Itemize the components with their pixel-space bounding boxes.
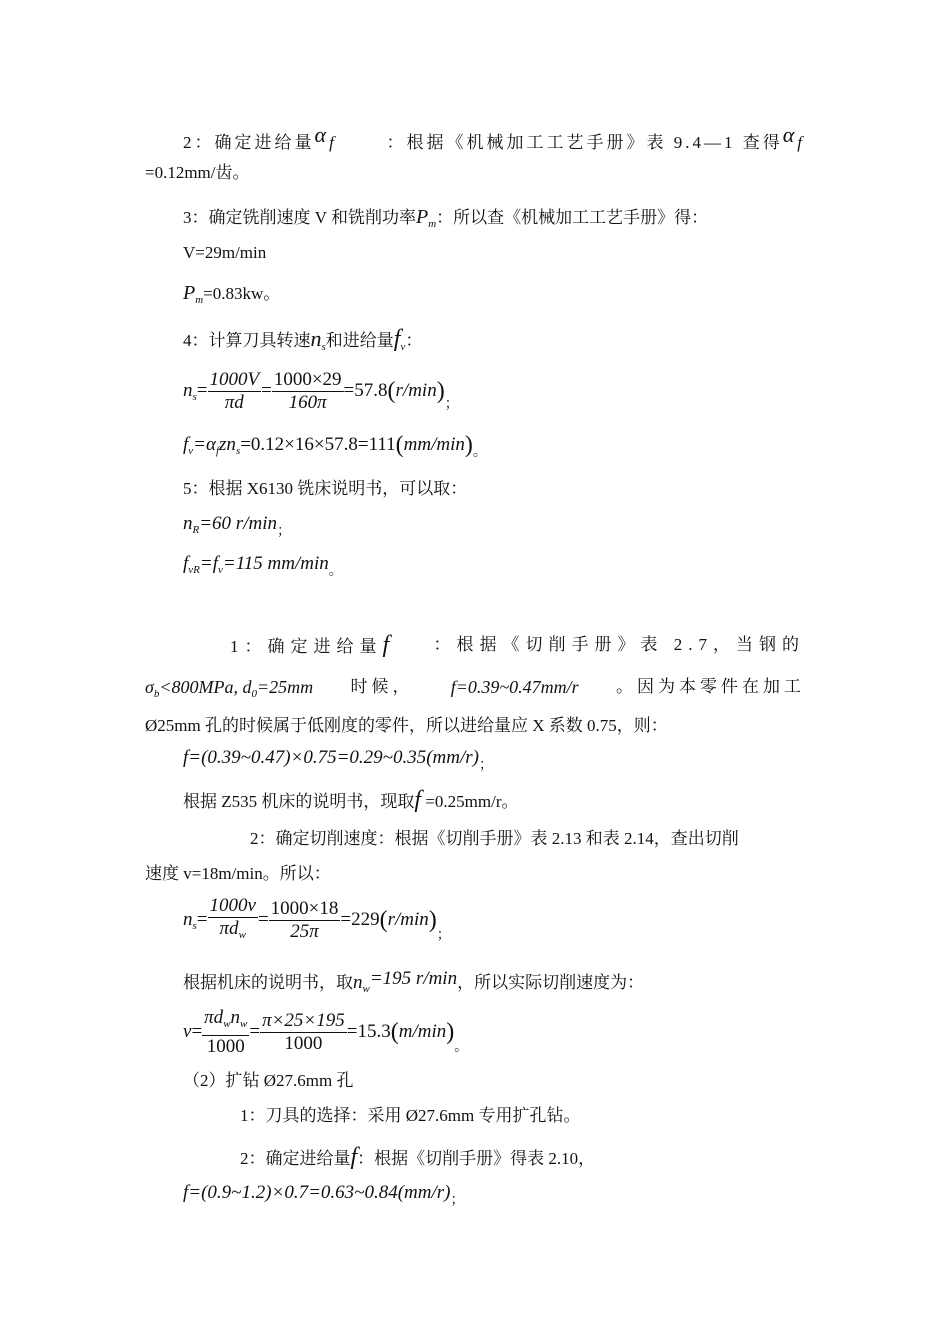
text: 时候， [350, 677, 414, 696]
text: =0.83kw。 [203, 284, 281, 303]
m-subscript: m [428, 218, 437, 230]
text: 4：计算刀具转速 [183, 331, 311, 350]
value: =195 r/min [369, 968, 458, 989]
text: <800MPa, d [159, 677, 252, 697]
value: =60 r/min [199, 513, 277, 534]
equation-ream-feed [183, 1180, 464, 1214]
zn-term: zn [219, 434, 236, 455]
w-subscript: w [362, 983, 370, 995]
equals: = [196, 380, 208, 401]
den-text: πd [219, 918, 239, 940]
equation-text: f=(0.9~1.2)×0.7=0.63~0.84(mm/r) [183, 1182, 451, 1203]
fraction [260, 1010, 347, 1055]
text: 1：确定进给量 [230, 637, 383, 656]
fraction [208, 895, 258, 946]
paragraph-cut-speed [250, 826, 805, 852]
punct: 。 [328, 564, 343, 579]
w-subscript: w [223, 1018, 231, 1031]
w-subscript: w [238, 929, 246, 942]
punct: ； [444, 397, 459, 412]
unit: r/min [395, 380, 437, 401]
text: 根据 Z535 机床的说明书，现取 [183, 792, 415, 811]
s-subscript: s [192, 391, 197, 403]
fraction [202, 1007, 249, 1058]
paren-open: ( [387, 378, 396, 404]
paragraph-ream-feed [240, 1144, 595, 1172]
denominator: 160π [288, 392, 327, 414]
s-subscript: s [321, 341, 326, 353]
result: =15.3 [346, 1021, 391, 1042]
unit: m/min [398, 1021, 447, 1042]
paragraph-speed-power [183, 204, 708, 237]
numerator: 1000V [209, 369, 260, 391]
denominator: 25π [290, 921, 319, 943]
result: =0.12×16×57.8=111 [240, 434, 396, 455]
equation-fvR [183, 551, 343, 585]
b-subscript: b [153, 688, 160, 700]
paren-close: ) [428, 907, 437, 933]
result: =229 [340, 909, 380, 930]
unit: mm/min [403, 434, 465, 455]
numerator: π×25×195 [262, 1010, 345, 1032]
paren-open: ( [395, 432, 404, 458]
math-sigma [145, 674, 313, 707]
fraction [208, 369, 262, 414]
denominator: πd [224, 392, 244, 414]
fraction [272, 369, 344, 414]
paren-close: ) [436, 378, 445, 404]
P-symbol: P [183, 282, 196, 304]
n-symbol: n [183, 909, 193, 930]
paragraph-feed-rate [183, 122, 805, 156]
text: 2：确定进给量 [183, 133, 315, 152]
numerator [202, 1007, 249, 1036]
speed-value: V=29m/min [183, 243, 267, 262]
w-subscript: w [240, 1018, 248, 1031]
f-symbol: f [329, 133, 337, 152]
value: =115 mm/min [222, 553, 329, 574]
f-subscript: f [215, 445, 220, 457]
equals: = [191, 1021, 203, 1042]
paren-close: ) [446, 1019, 455, 1045]
v-subscript: v [400, 341, 406, 353]
paragraph-feed-rate-cont: =0.12mm/齿。 [145, 163, 250, 182]
paragraph-drill-feed-cont [145, 674, 805, 707]
paragraph-cut-speed-cont: 速度 v=18m/min。所以： [145, 864, 331, 883]
f-symbol: f [350, 1144, 358, 1170]
paragraph-compute [183, 326, 422, 360]
equation-drill-speed [183, 893, 451, 963]
paragraph-tool-select: 1：刀具的选择：采用 Ø27.6mm 专用扩孔钻。 [240, 1106, 581, 1125]
num-text: πd [204, 1007, 224, 1029]
0-subscript: 0 [251, 688, 258, 700]
text: 2：确定进给量 [240, 1149, 351, 1168]
text: 根据机床的说明书，取 [183, 973, 353, 992]
text: 。因为本零件在加工 [615, 677, 805, 696]
text: ：根据《切削手册》表 2.7，当钢的 [433, 635, 805, 654]
numerator: 1000v [209, 895, 256, 917]
f-symbol: f [797, 133, 805, 152]
equation-actual-speed [183, 1005, 468, 1075]
equals: = [249, 1021, 261, 1042]
v-subscript: v [218, 564, 223, 576]
fraction [269, 898, 341, 943]
text: ：根据《机械加工工艺手册》表 9.4—1 查得 [386, 133, 783, 152]
text: =25mm [257, 677, 314, 697]
f-symbol: f [414, 787, 422, 813]
n-symbol: n [353, 972, 363, 993]
f-symbol: f [183, 553, 189, 574]
paragraph-z535 [183, 787, 518, 815]
alpha-term: =α [193, 434, 216, 455]
n-symbol: n [183, 380, 193, 401]
punct: ； [276, 524, 291, 539]
m-subscript: m [195, 294, 204, 306]
equals: = [257, 909, 269, 930]
equation-feed-range [183, 745, 493, 779]
equation-nR [183, 511, 291, 545]
power-value [183, 280, 280, 313]
n-symbol: n [183, 513, 193, 534]
text: 3：确定铣削速度 V 和铣削功率 [183, 208, 416, 227]
punct: 。 [454, 1040, 469, 1055]
f-term: =f [199, 553, 218, 574]
equals: = [261, 380, 272, 401]
equals: = [196, 909, 208, 930]
text: ：根据《切削手册》得表 2.10， [357, 1149, 596, 1168]
f-symbol: f [183, 434, 189, 455]
num-text: n [230, 1007, 241, 1029]
punct: ； [450, 1193, 465, 1208]
f-symbol: f [382, 632, 396, 658]
math-f: f=0.39~0.47mm/r [450, 677, 579, 697]
denominator: 1000 [284, 1033, 323, 1055]
unit: r/min [387, 909, 429, 930]
paragraph-machine-nw [183, 966, 644, 1002]
text: 和进给量 [325, 331, 394, 350]
alpha-symbol: α [314, 122, 330, 147]
paren-open: ( [390, 1019, 399, 1045]
text: ，所以实际切削速度为： [457, 973, 645, 992]
vR-subscript: vR [188, 564, 200, 576]
section-ream: （2）扩钻 Ø27.6mm 孔 [183, 1071, 354, 1090]
equation-spindle-speed [183, 364, 459, 432]
denominator: 1000 [206, 1036, 245, 1058]
paragraph-drill-feed [230, 632, 805, 660]
alpha-symbol: α [782, 122, 798, 147]
text: ：所以查《机械加工工艺手册》得： [436, 208, 709, 227]
R-subscript: R [192, 524, 200, 536]
punct: ； [478, 758, 493, 773]
paren-close: ) [464, 432, 473, 458]
punct: ； [436, 928, 451, 943]
denominator [208, 918, 258, 946]
paragraph-x6130: 5：根据 X6130 铣床说明书，可以取： [183, 479, 468, 498]
text: ： [405, 331, 423, 350]
equation-text: f=(0.39~0.47)×0.75=0.29~0.35(mm/r) [183, 747, 479, 768]
v-symbol: v [183, 1021, 192, 1042]
f-symbol: f [393, 326, 401, 352]
equation-feed-speed [183, 430, 487, 468]
paragraph-low-rigidity: Ø25mm 孔的时候属于低刚度的零件，所以进给量应 X 系数 0.75，则： [145, 716, 668, 735]
punct: 。 [472, 445, 487, 460]
text: =0.25mm/r。 [421, 792, 519, 811]
numerator: 1000×29 [273, 369, 342, 391]
s-subscript: s [235, 445, 241, 457]
text: 2：确定切削速度：根据《切削手册》表 2.13 和表 2.14，查出切削 [250, 829, 739, 848]
P-symbol: P [415, 206, 429, 228]
v-subscript: v [188, 445, 194, 457]
numerator: 1000×18 [270, 898, 339, 920]
paren-open: ( [379, 907, 388, 933]
sigma-symbol: σ [145, 677, 154, 697]
n-symbol: n [310, 326, 322, 351]
s-subscript: s [192, 920, 197, 932]
result: =57.8 [343, 380, 388, 401]
